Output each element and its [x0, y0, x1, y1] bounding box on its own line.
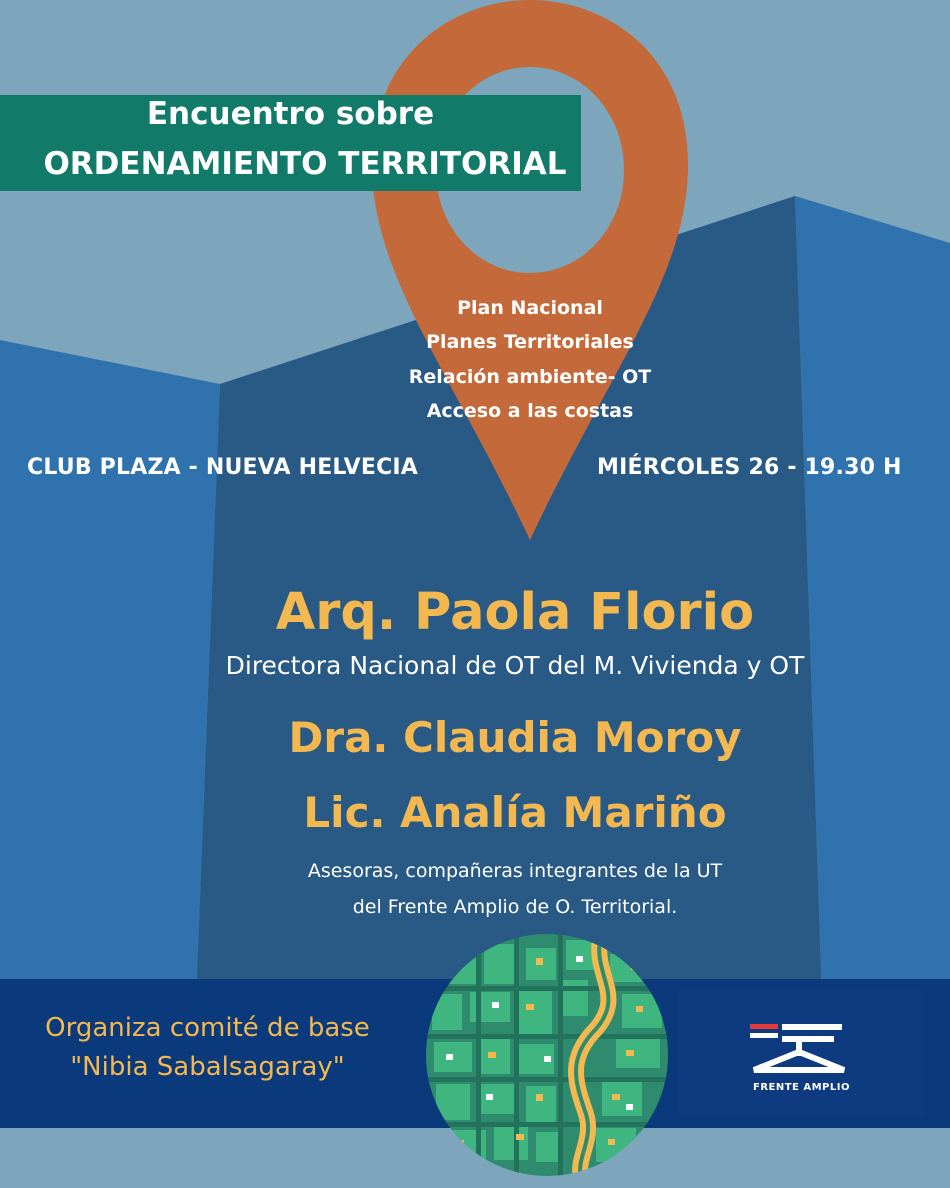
frente-amplio-logo-icon: [740, 1018, 850, 1076]
event-venue: CLUB PLAZA - NUEVA HELVECIA: [27, 455, 419, 480]
topic-item: Acceso a las costas: [426, 400, 634, 422]
speaker-3-name: Lic. Analía Mariño: [303, 788, 727, 837]
speaker-1-role: Directora Nacional de OT del M. Vivienda y OT: [225, 651, 805, 680]
logo-text: FRENTE AMPLIO: [753, 1082, 850, 1093]
speaker-1-name: Arq. Paola Florio: [275, 583, 755, 642]
title-line-1: Encuentro sobre: [146, 96, 435, 132]
topic-item: Relación ambiente- OT: [408, 366, 652, 388]
event-datetime: MIÉRCOLES 26 - 19.30 H: [597, 455, 902, 480]
speaker-2-name: Dra. Claudia Moroy: [288, 713, 742, 762]
title-line-2: ORDENAMIENTO TERRITORIAL: [43, 146, 567, 182]
topic-item: Planes Territoriales: [426, 331, 634, 353]
organizer-line-1: Organiza comité de base: [45, 1013, 370, 1043]
speakers-description-line-2: del Frente Amplio de O. Territorial.: [352, 896, 678, 918]
speakers-description-line-1: Asesoras, compañeras integrantes de la UT: [307, 860, 723, 882]
city-map-icon: [426, 934, 668, 1176]
topic-item: Plan Nacional: [457, 297, 603, 319]
organizer-line-2: "Nibia Sabalsagaray": [70, 1052, 345, 1082]
